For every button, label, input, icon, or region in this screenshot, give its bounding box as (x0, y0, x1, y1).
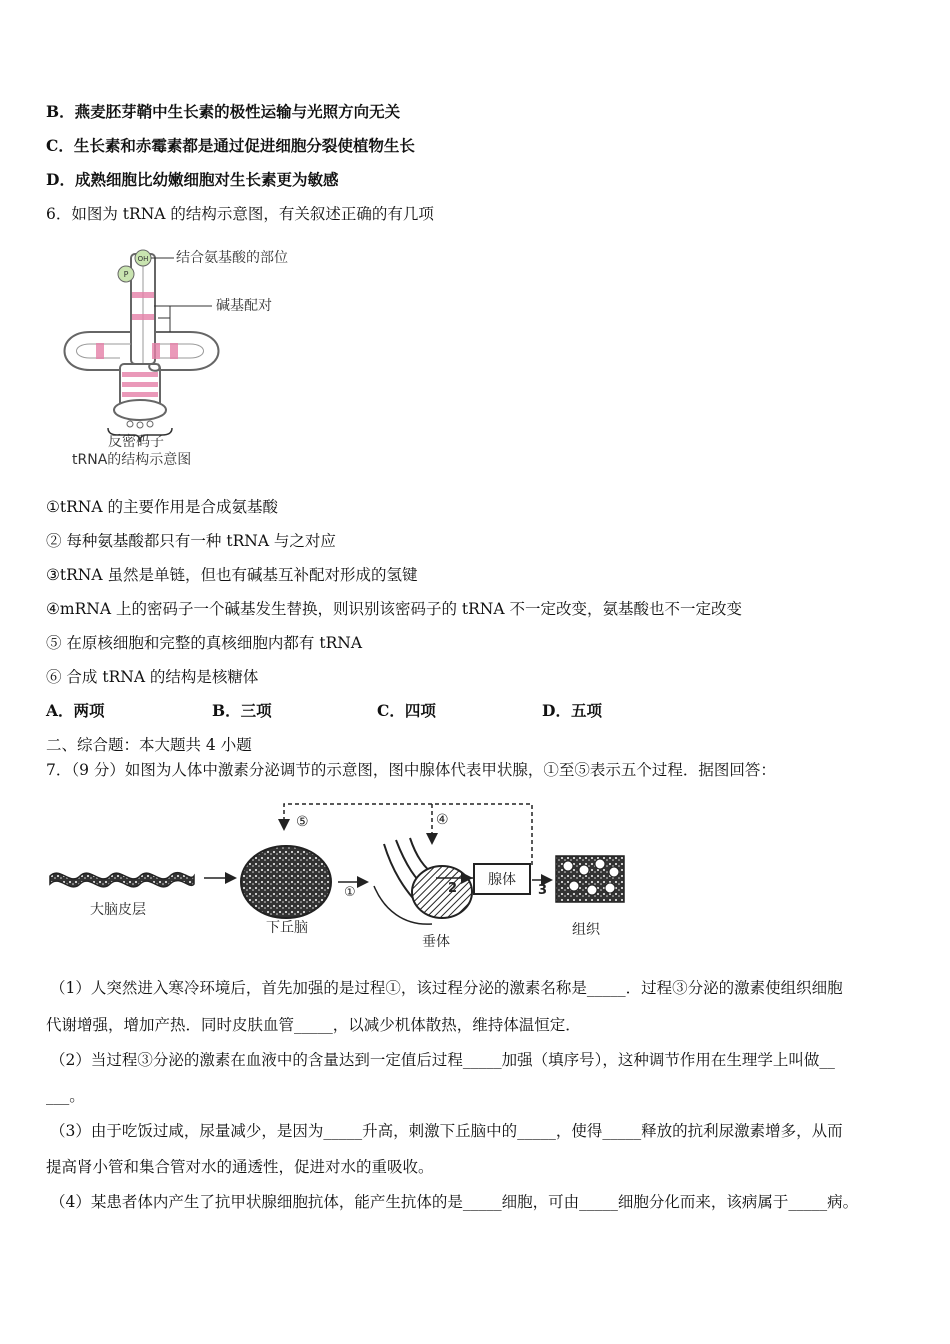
q6-choice-a: A．两项 (46, 701, 105, 720)
amino-acid-site-label: 结合氨基酸的部位 (176, 250, 288, 266)
q6-statement-6: ⑥ 合成 tRNA 的结构是核糖体 (46, 668, 259, 686)
cerebral-cortex-label: 大脑皮层 (90, 902, 146, 918)
base-pair-mark (122, 372, 158, 377)
q7-stem: 7．（9 分）如图为人体中激素分泌调节的示意图，图中腺体代表甲状腺，①至⑤表示五个过程．据图回答： (46, 761, 776, 779)
base-pair-mark (152, 343, 160, 359)
q6-statement-1: ①tRNA 的主要作用是合成氨基酸 (46, 498, 278, 516)
base-pair-mark (122, 382, 158, 387)
process-1-label: ① (344, 885, 356, 900)
base-pair-mark (96, 343, 104, 359)
figure-caption: tRNA的结构示意图 (72, 452, 192, 468)
q6-stem: 6．如图为 tRNA 的结构示意图，有关叙述正确的有几项 (46, 205, 434, 223)
base-pair-mark (122, 392, 158, 397)
base-pairing-label: 碱基配对 (216, 298, 272, 314)
p-label: P (123, 270, 129, 279)
q7-part1-line2: 代谢增强，增加产热．同时皮肤血管_____，以减少机体散热，维持体温恒定． (46, 1016, 581, 1034)
trna-structure-figure (50, 240, 320, 470)
feedback-arrow-5 (284, 804, 532, 865)
pituitary (412, 866, 472, 918)
process-5-label: ⑤ (296, 814, 309, 830)
q6-statement-5: ⑤ 在原核细胞和完整的真核细胞内都有 tRNA (46, 634, 363, 652)
q7-part4-line1: （4）某患者体内产生了抗甲状腺细胞抗体，能产生抗体的是_____细胞，可由_____细胞分化而来，该病属于_____病。 (50, 1193, 859, 1211)
q6-choice-c: C．四项 (377, 701, 436, 720)
oh-label: OH (137, 255, 149, 263)
hormone-regulation-figure (44, 790, 644, 960)
q6-choice-b: B．三项 (212, 701, 272, 720)
q7-part2-line1: （2）当过程③分泌的激素在血液中的含量达到一定值后过程_____加强（填序号），这种调节作用在生理学上叫做__ (50, 1051, 835, 1069)
section-2-heading: 二、综合题：本大题共 4 小题 (46, 736, 252, 754)
q7-part3-line1: （3）由于吃饭过咸，尿量减少，是因为_____升高，刺激下丘脑中的_____，使得_____释放的抗利尿激素增多，从而 (50, 1122, 843, 1140)
base-pair-mark (132, 314, 154, 320)
hypothalamus (241, 846, 331, 918)
base-pair-mark (170, 343, 178, 359)
q5-option-c: C．生长素和赤霉素都是通过促进细胞分裂使植物生长 (46, 136, 415, 155)
process-3-label: 3 (538, 883, 548, 898)
q6-statement-4: ④mRNA 上的密码子一个碱基发生替换，则识别该密码子的 tRNA 不一定改变，氨基酸也不一定改变 (46, 600, 742, 618)
gland-label: 腺体 (488, 872, 516, 888)
tissue-label: 组织 (572, 922, 600, 938)
q6-statement-2: ② 每种氨基酸都只有一种 tRNA 与之对应 (46, 532, 336, 550)
pituitary-label: 垂体 (422, 934, 450, 950)
q5-option-b: B．燕麦胚芽鞘中生长素的极性运输与光照方向无关 (46, 102, 401, 121)
process-4-label: ④ (436, 812, 449, 828)
cerebral-cortex (50, 873, 194, 887)
q6-choice-d: D．五项 (542, 701, 602, 720)
q7-part1-line1: （1）人突然进入寒冷环境后，首先加强的是过程①，该过程分泌的激素名称是_____．过程③分泌的激素使组织细胞 (50, 979, 843, 997)
q5-option-d: D．成熟细胞比幼嫩细胞对生长素更为敏感 (46, 170, 339, 189)
base-pair-mark (132, 292, 154, 298)
process-2-label: 2 (448, 881, 458, 896)
q6-statement-3: ③tRNA 虽然是单链，但也有碱基互补配对形成的氢键 (46, 566, 418, 584)
anticodon-loop (114, 400, 166, 420)
q7-part3-line2: 提高肾小管和集合管对水的通透性，促进对水的重吸收。 (46, 1158, 434, 1176)
q7-part2-line2: ___。 (46, 1087, 85, 1105)
anticodon-label: 反密码子 (108, 434, 164, 450)
hypothalamus-label: 下丘脑 (266, 920, 308, 936)
t-arm (155, 332, 219, 370)
